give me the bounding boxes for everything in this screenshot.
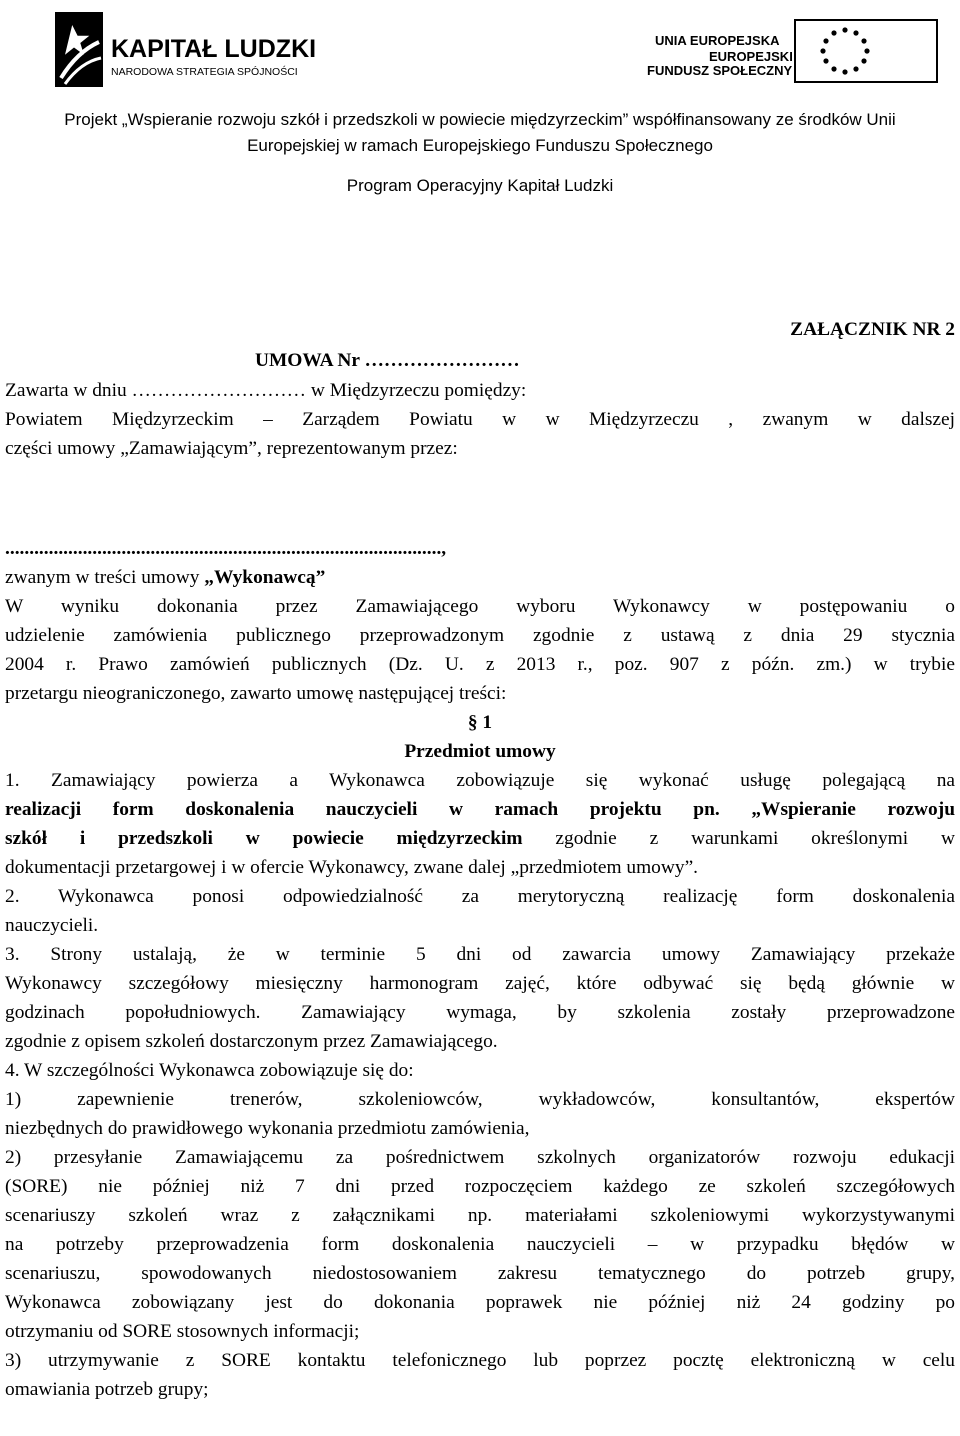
text-line: 1. Zamawiający powierza a Wykonawca zobowiązuje się wykonać usługę polegającą na [5,770,955,791]
text-line: 2. Wykonawca ponosi odpowiedzialność za merytoryczną realizację form doskonalenia [5,886,955,907]
text-line: W wyniku dokonania przez Zamawiającego wyboru Wykonawcy w postępowaniu o [5,596,955,617]
text-line: omawiania potrzeb grupy; [5,1379,209,1400]
header-program: Program Operacyjny Kapitał Ludzki [346,176,614,195]
text-line: udzielenie zamówienia publicznego przeprowadzonym zgodnie z ustawą z dnia 29 stycznia [5,625,955,646]
text-line: części umowy „Zamawiającym”, reprezentowanym przez: [5,438,458,459]
contractor-line [5,563,955,592]
parties-paragraph [5,376,955,463]
text-line: niezbędnych do prawidłowego wykonania przedmiotu zamówienia, [5,1118,530,1139]
list-item-2: 2) przesyłanie Zamawiającemu za pośrednictwem szkolnych organizatorów rozwoju edukacji [5,1147,955,1168]
text-line: Powiatem Międzyrzeckim – Zarządem Powiatu w w Międzyrzeczu , zwanym w dalszej [5,409,955,430]
text-line: Zawarta w dniu ……………………… w Międzyrzeczu pomiędzy: [5,380,527,401]
text-line: na potrzeby przeprowadzenia form doskonalenia nauczycieli – w przypadku błędów w [5,1234,955,1255]
kapital-ludzki-subtitle: NARODOWA STRATEGIA SPÓJNOŚCI [111,66,298,78]
text-line: 3. Strony ustalają, że w terminie 5 dni od zawarcia umowy Zamawiający przekaże [5,944,955,965]
list-item-1: 1) zapewnienie trenerów, szkoleniowców, wykładowców, konsultantów, ekspertów [5,1089,955,1110]
text-fragment: zgodnie z warunkami określonymi w [522,828,955,849]
text-line: przetargu nieograniczonego, zawarto umowę następującej treści: [5,683,507,704]
text-line: dokumentacji przetargowej i w ofercie Wykonawcy, zwane dalej „przedmiotem umowy”. [5,857,699,878]
text-line: scenariuszy szkoleń wraz z załącznikami np. materiałami szkoleniowymi wykorzystywanymi [5,1205,955,1226]
annex-label: ZAŁĄCZNIK NR 2 [790,319,955,340]
text-line: (SORE) nie później niż 7 dni przed rozpoczęciem każdego ze szkoleń szczegółowych [5,1176,955,1197]
text-line: Wykonawcy szczegółowy miesięczny harmonogram zajęć, które odbywać się będą głównie w [5,973,955,994]
text-line: otrzymaniu od SORE stosownych informacji; [5,1321,360,1342]
contractor-name: „Wykonawcą” [204,567,326,588]
section-title: Przedmiot umowy [404,741,556,762]
text-line [5,824,955,853]
text-line: scenariuszu, spowodowanych niedostosowaniem zakresu tematycznego do potrzeb grupy, [5,1263,955,1284]
text-line: zgodnie z opisem szkoleń dostarczonym przez Zamawiającego. [5,1031,498,1052]
kapital-ludzki-title: KAPITAŁ LUDZKI [111,35,317,63]
text-line: 2004 r. Prawo zamówień publicznych (Dz. U. z 2013 r., poz. 907 z późn. zm.) w trybie [5,654,955,675]
eu-logo-line1: UNIA EUROPEJSKA [655,33,780,48]
project-name-bold: szkół i przedszkoli w powiecie międzyrzeckim [5,828,523,849]
section-mark: § 1 [467,712,493,733]
eu-logo-line2: EUROPEJSKI [709,49,793,64]
dots-line: .........................................................................................., [5,538,447,559]
text-line: 4. W szczególności Wykonawca zobowiązuje się do: [5,1060,414,1081]
text-line-bold: realizacji form doskonalenia nauczycieli w ramach projektu pn. „Wspieranie rozwoju [5,799,955,820]
eu-logo-line3: FUNDUSZ SPOŁECZNY [647,63,793,78]
eu-logo [645,18,940,83]
contractor-prefix: zwanym w treści umowy [5,567,205,588]
header-line-1: Projekt „Wspieranie rozwoju szkół i przedszkoli w powiecie międzyrzeckim” współfinansowany ze środków Unii [64,110,896,129]
text-line: nauczycieli. [5,915,99,936]
header-line-2: Europejskiej w ramach Europejskiego Funduszu Społecznego [247,136,713,155]
text-line: Wykonawca zobowiązany jest do dokonania poprawek nie później niż 24 godziny po [5,1292,955,1313]
contractor-block [5,534,955,1404]
contract-title: UMOWA Nr …………………… [255,350,520,371]
text-line: godzinach popołudniowych. Zamawiający wymaga, by szkolenia zostały przeprowadzone [5,1002,955,1023]
list-item-3: 3) utrzymywanie z SORE kontaktu telefonicznego lub poprzez pocztę elektroniczną w celu [5,1350,955,1371]
kapital-ludzki-logo [55,12,340,87]
